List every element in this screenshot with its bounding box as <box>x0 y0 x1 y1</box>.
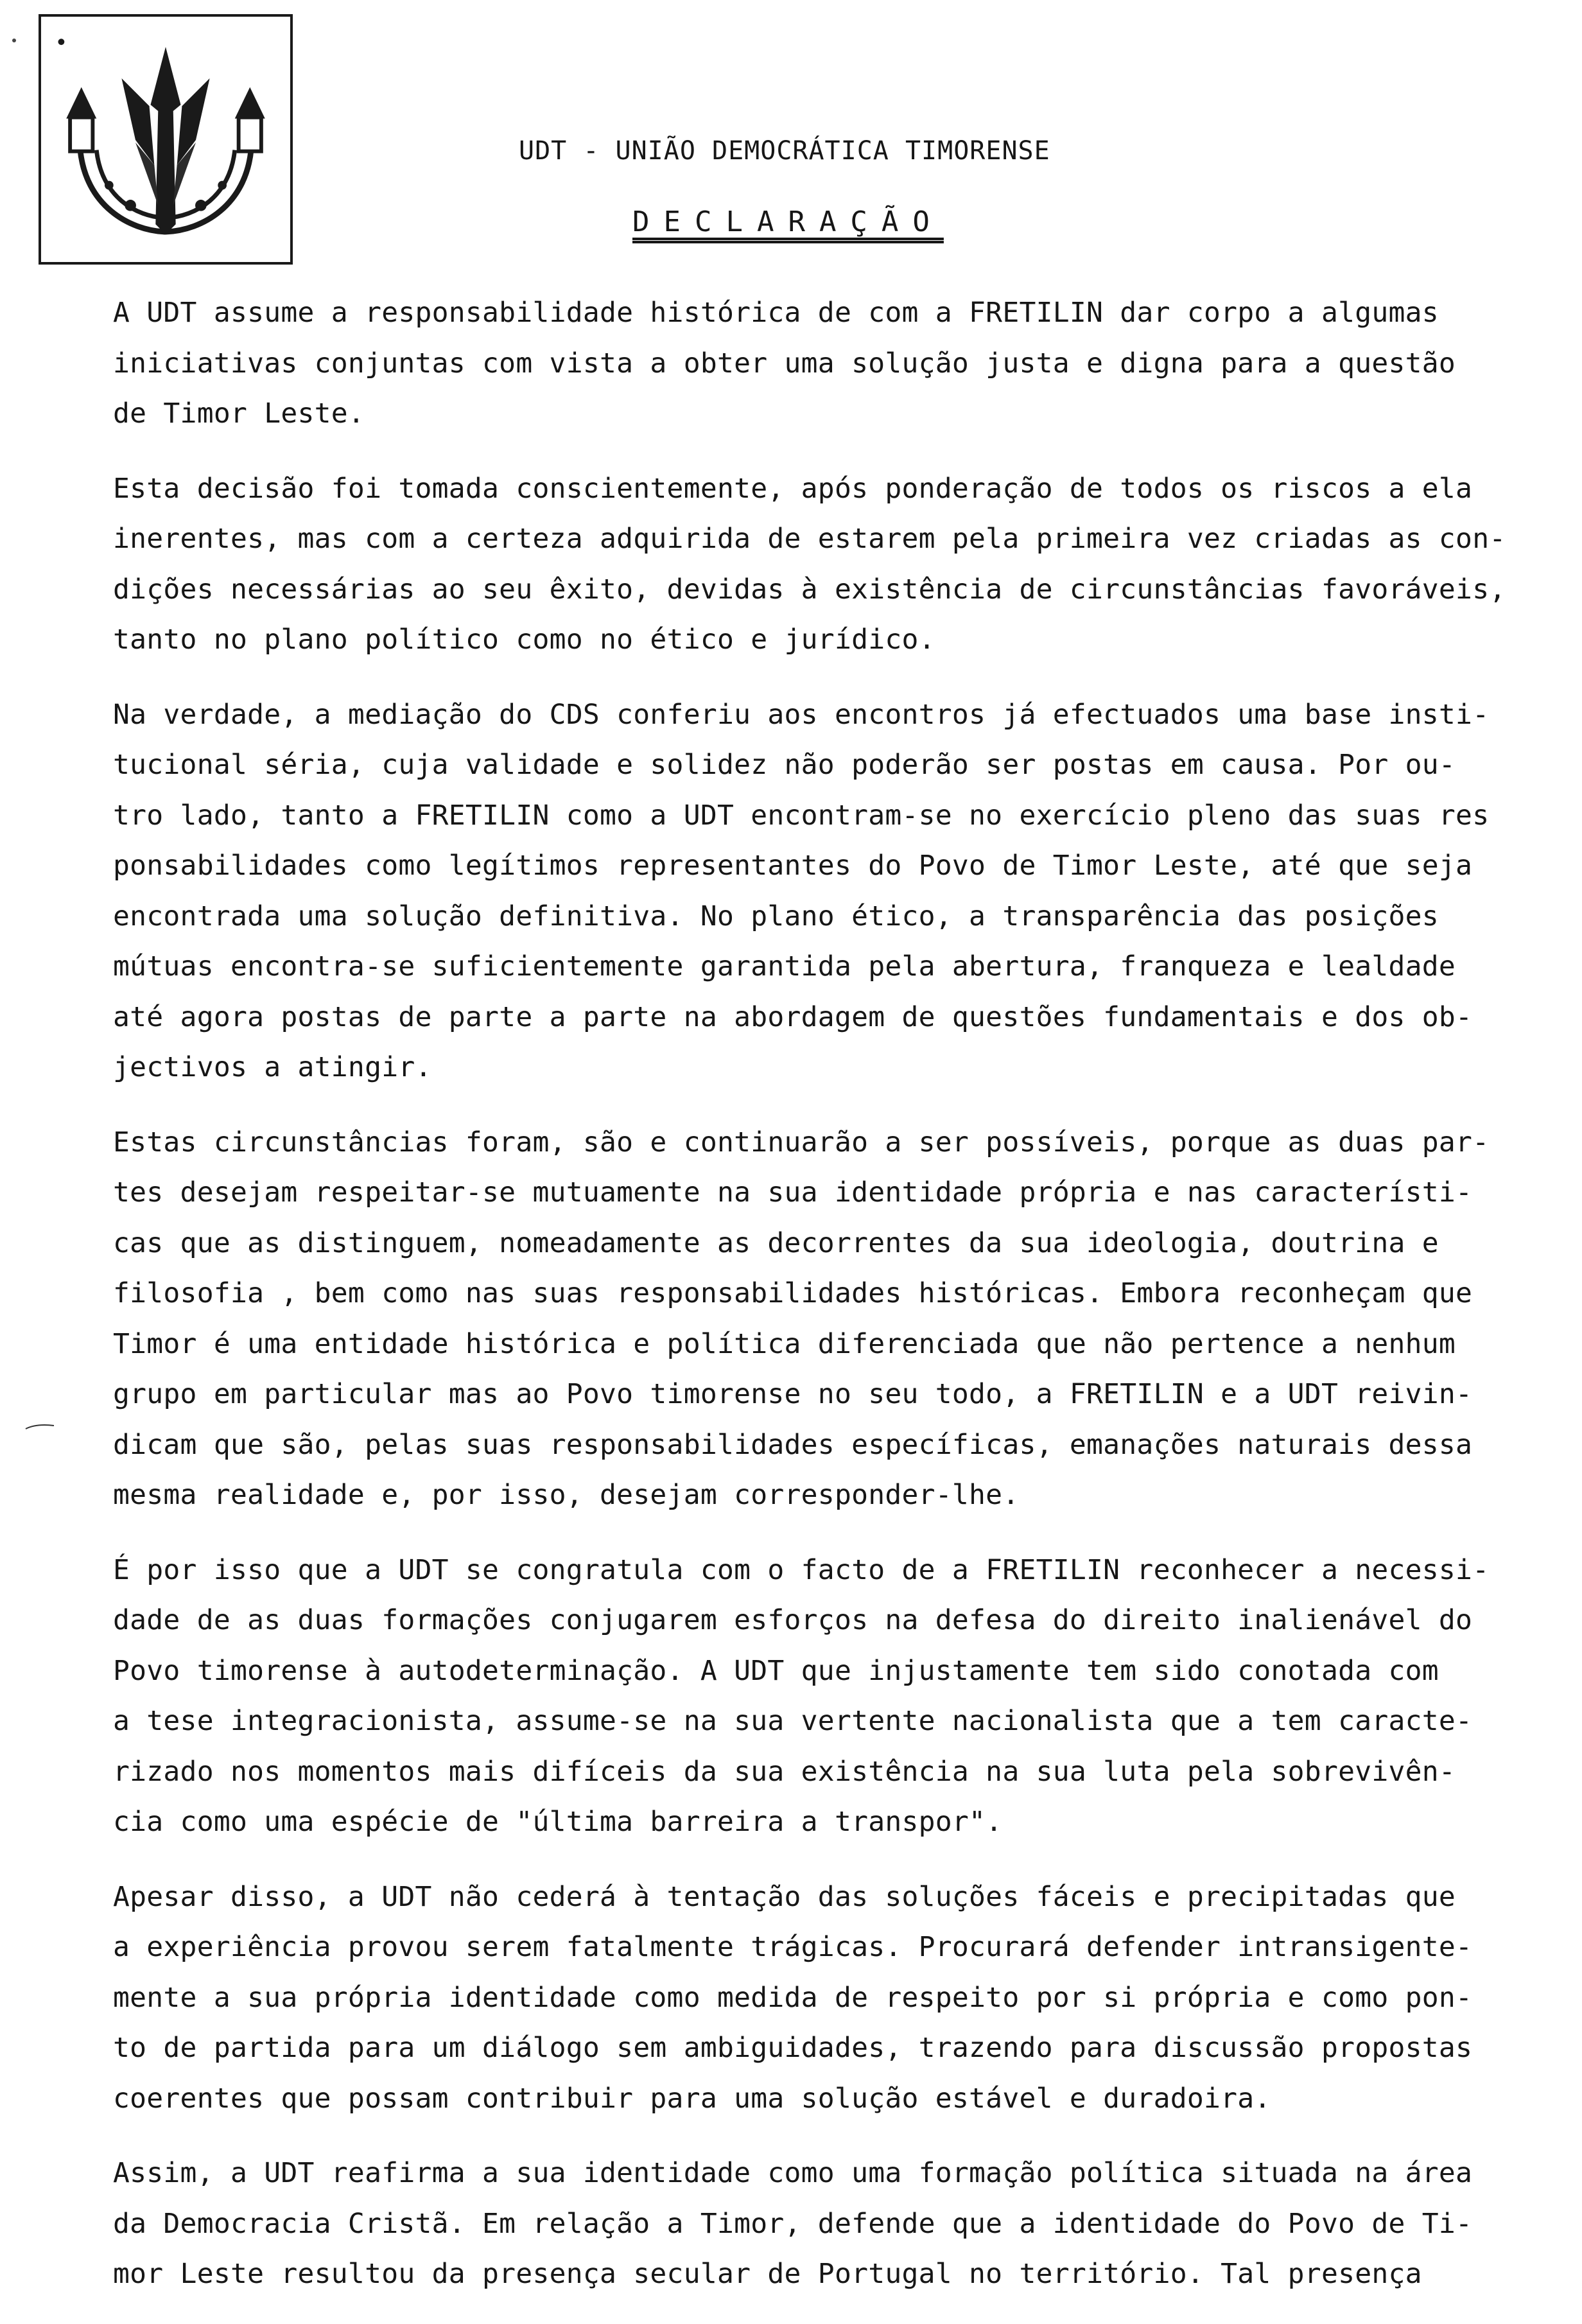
document-title: DECLARAÇÃO <box>632 205 944 238</box>
organization-name: UDT - UNIÃO DEMOCRÁTICA TIMORENSE <box>519 136 1050 166</box>
text-line: jectivos a atingir. <box>113 1051 432 1083</box>
text-line: A UDT assume a responsabilidade histórica de com a FRETILIN dar corpo a algumas <box>113 297 1439 329</box>
text-line: tro lado, tanto a FRETILIN como a UDT encontram-se no exercício pleno das suas res <box>113 799 1490 832</box>
text-line: Na verdade, a mediação do CDS conferiu aos encontros já efectuados uma base insti- <box>113 698 1490 731</box>
text-line: dade de as duas formações conjugarem esforços na defesa do direito inalienável do <box>113 1604 1473 1636</box>
text-line: até agora postas de parte a parte na abordagem de questões fundamentais e dos ob- <box>113 1000 1473 1033</box>
text-line: dições necessárias ao seu êxito, devidas à existência de circunstâncias favoráveis, <box>113 573 1506 606</box>
text-line: a experiência provou serem fatalmente trágicas. Procurará defender intransigente- <box>113 1931 1473 1963</box>
margin-dot <box>12 33 17 39</box>
text-line: tucional séria, cuja validade e solidez não poderão ser postas em causa. Por ou- <box>113 749 1456 781</box>
udt-logo <box>39 14 293 265</box>
paragraph <box>113 464 1549 665</box>
text-line: inerentes, mas com a certeza adquirida de estarem pela primeira vez criadas as con- <box>113 523 1506 555</box>
text-line: coerentes que possam contribuir para uma solução estável e duradoira. <box>113 2082 1271 2115</box>
text-line: mente a sua própria identidade como medida de respeito por si própria e como pon- <box>113 1981 1473 2014</box>
text-line: filosofia , bem como nas suas responsabilidades históricas. Embora reconheçam que <box>113 1277 1473 1309</box>
text-line: Povo timorense à autodeterminação. A UDT que injustamente tem sido conotada com <box>113 1654 1439 1687</box>
text-line: encontrada uma solução definitiva. No plano ético, a transparência das posições <box>113 900 1439 932</box>
udt-emblem-icon <box>41 17 290 262</box>
text-line: dicam que são, pelas suas responsabilidades específicas, emanações naturais dessa <box>113 1428 1473 1461</box>
text-line: mútuas encontra-se suficientemente garantida pela abertura, franqueza e lealdade <box>113 950 1456 983</box>
paragraph <box>113 2148 1549 2300</box>
text-line: Timor é uma entidade histórica e política diferenciada que não pertence a nenhum <box>113 1327 1456 1360</box>
paragraph <box>113 1545 1549 1848</box>
text-line: da Democracia Cristã. Em relação a Timor, defende que a identidade do Povo de Ti- <box>113 2207 1473 2240</box>
paragraph <box>113 1117 1549 1521</box>
margin-dash <box>24 1420 55 1427</box>
text-line: Estas circunstâncias foram, são e continuarão a ser possíveis, porque as duas par- <box>113 1126 1490 1158</box>
text-line: Apesar disso, a UDT não cederá à tentação das soluções fáceis e precipitadas que <box>113 1880 1456 1913</box>
text-line: É por isso que a UDT se congratula com o facto de a FRETILIN reconhecer a necessi- <box>113 1553 1490 1586</box>
text-line: ponsabilidades como legítimos representantes do Povo de Timor Leste, até que seja <box>113 850 1473 882</box>
paragraph <box>113 1872 1549 2124</box>
paragraph <box>113 690 1549 1093</box>
text-line: iniciativas conjuntas com vista a obter uma solução justa e digna para a questão <box>113 347 1456 380</box>
text-line: tanto no plano político como no ético e jurídico. <box>113 624 935 656</box>
text-line: mor Leste resultou da presença secular de Portugal no território. Tal presença <box>113 2258 1422 2290</box>
text-line: cas que as distinguem, nomeadamente as decorrentes da sua ideologia, doutrina e <box>113 1227 1439 1259</box>
declaration-body <box>113 288 1549 2324</box>
text-line: mesma realidade e, por isso, desejam corresponder-lhe. <box>113 1479 1020 1511</box>
text-line: a tese integracionista, assume-se na sua vertente nacionalista que a tem caracte- <box>113 1705 1473 1737</box>
text-line: rizado nos momentos mais difíceis da sua existência na sua luta pela sobrevivên- <box>113 1755 1456 1788</box>
text-line: Esta decisão foi tomada conscientemente, após ponderação de todos os riscos a ela <box>113 472 1473 505</box>
text-line: tes desejam respeitar-se mutuamente na sua identidade própria e nas característi- <box>113 1176 1473 1209</box>
text-line: grupo em particular mas ao Povo timorense no seu todo, a FRETILIN e a UDT reivin- <box>113 1378 1473 1410</box>
text-line: de Timor Leste. <box>113 398 365 430</box>
text-line: to de partida para um diálogo sem ambiguidades, trazendo para discussão propostas <box>113 2032 1473 2064</box>
text-line: Assim, a UDT reafirma a sua identidade como uma formação política situada na área <box>113 2157 1473 2189</box>
text-line: cia como uma espécie de "última barreira a transpor". <box>113 1806 1003 1838</box>
paragraph <box>113 288 1549 439</box>
